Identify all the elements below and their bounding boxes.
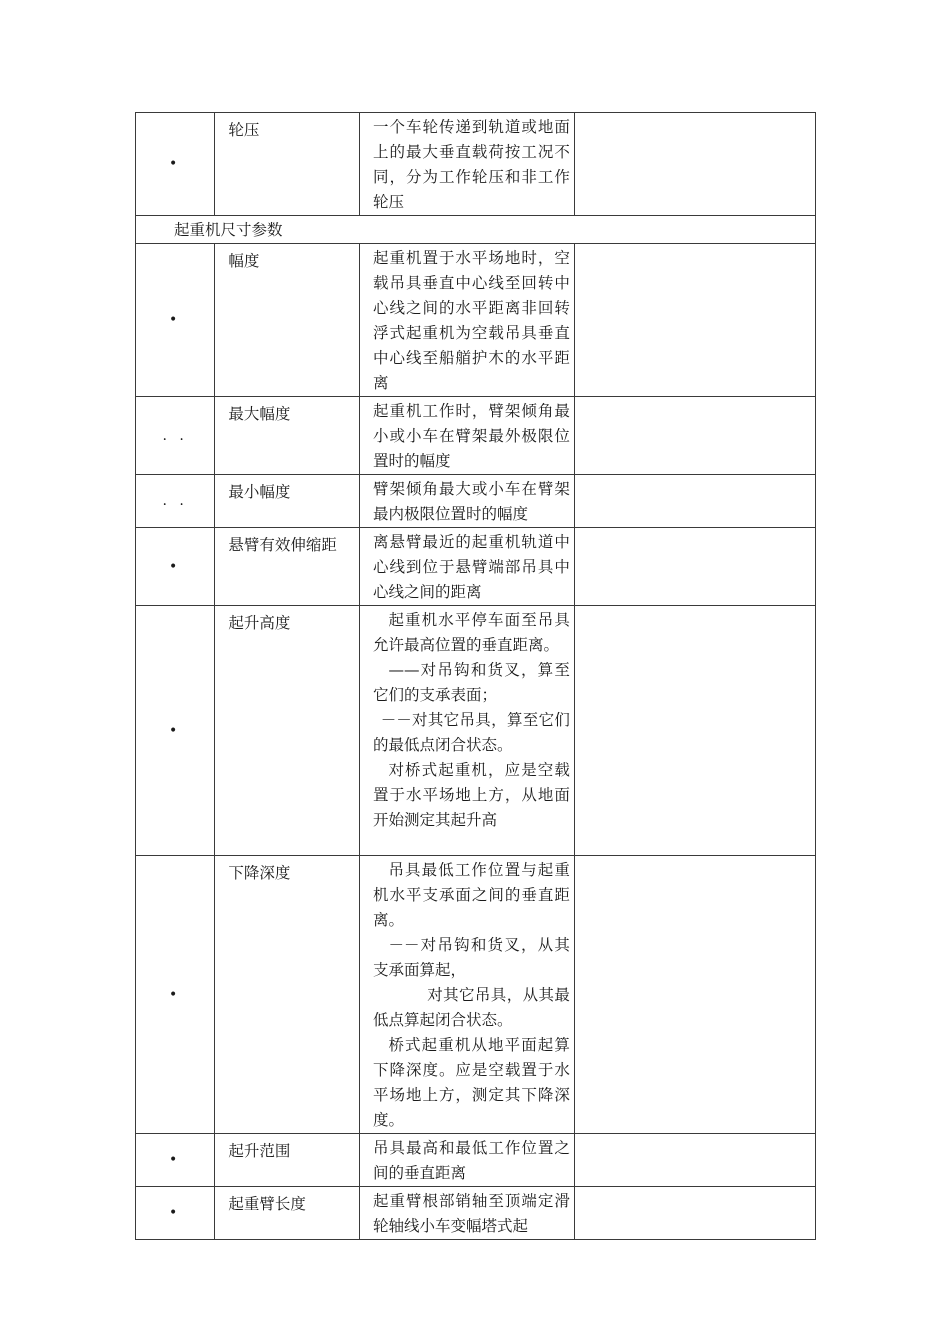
term-cell: 起重臂长度 (215, 1187, 360, 1240)
table-row (136, 856, 816, 1134)
section-heading: 起重机尺寸参数 (136, 216, 816, 244)
definition-paragraph: 对其它吊具，从其最低点算起闭合状态。 (372, 986, 570, 1029)
definition-paragraph: ——对吊钩和货叉，算至它们的支承表面； (372, 661, 570, 704)
term-cell: 悬臂有效伸缩距 (215, 528, 360, 606)
definition-paragraph: 吊具最高和最低工作位置之间的垂直距离 (372, 1139, 570, 1182)
section-row (136, 216, 816, 244)
term-cell: 最小幅度 (215, 475, 360, 528)
term-cell: 轮压 (215, 113, 360, 216)
note-cell (574, 1187, 815, 1240)
term-cell: 最大幅度 (215, 397, 360, 475)
row-bullet: • (136, 606, 215, 856)
table-row (136, 528, 816, 606)
definition-cell (359, 606, 574, 856)
term-cell: 幅度 (215, 244, 360, 397)
note-cell (574, 856, 815, 1134)
definition-paragraph: 臂架倾角最大或小车在臂架最内极限位置时的幅度 (372, 480, 570, 523)
definition-paragraph: －－对其它吊具，算至它们的最低点闭合状态。 (372, 711, 570, 754)
definition-paragraph: －－对吊钩和货叉，从其支承面算起， (372, 936, 570, 979)
definition-cell (359, 1187, 574, 1240)
table-row (136, 1187, 816, 1240)
note-cell (574, 1134, 815, 1187)
note-cell (574, 606, 815, 856)
row-bullet: . . (136, 397, 215, 475)
row-bullet: • (136, 1134, 215, 1187)
definition-paragraph: 起重机置于水平场地时，空载吊具垂直中心线至回转中心线之间的水平距离非回转浮式起重机为空载吊具垂直中心线至船艏护木的水平距离 (372, 249, 570, 392)
definition-cell (359, 856, 574, 1134)
note-cell (574, 113, 815, 216)
table-row (136, 1134, 816, 1187)
note-cell (574, 397, 815, 475)
definition-paragraph: 起重臂根部销轴至顶端定滑轮轴线小车变幅塔式起 (372, 1192, 570, 1235)
table-row (136, 113, 816, 216)
row-bullet: • (136, 528, 215, 606)
definition-paragraph: 离悬臂最近的起重机轨道中心线到位于悬臂端部吊具中心线之间的距离 (372, 533, 570, 601)
definition-paragraph: 桥式起重机从地平面起算下降深度。应是空载置于水平场地上方，测定其下降深度。 (372, 1036, 570, 1129)
definition-cell (359, 528, 574, 606)
parameter-table (135, 112, 816, 1240)
definition-cell (359, 244, 574, 397)
row-bullet: . . (136, 475, 215, 528)
term-cell: 起升高度 (215, 606, 360, 856)
note-cell (574, 475, 815, 528)
definition-paragraph: 起重机工作时，臂架倾角最小或小车在臂架最外极限位置时的幅度 (372, 402, 570, 470)
row-bullet: • (136, 113, 215, 216)
definition-paragraph: 一个车轮传递到轨道或地面上的最大垂直载荷按工况不同，分为工作轮压和非工作轮压 (372, 118, 570, 211)
definition-paragraph: 起重机水平停车面至吊具允许最高位置的垂直距离。 (372, 611, 570, 654)
table-row (136, 475, 816, 528)
definition-paragraph: 对桥式起重机，应是空载置于水平场地上方，从地面开始测定其起升高 (372, 761, 570, 829)
definition-cell (359, 397, 574, 475)
note-cell (574, 528, 815, 606)
definition-paragraph: 吊具最低工作位置与起重机水平支承面之间的垂直距离。 (372, 861, 570, 929)
definition-cell (359, 1134, 574, 1187)
term-cell: 起升范围 (215, 1134, 360, 1187)
note-cell (574, 244, 815, 397)
row-bullet: • (136, 856, 215, 1134)
table-row (136, 244, 816, 397)
table-row (136, 606, 816, 856)
row-bullet: • (136, 244, 215, 397)
term-cell: 下降深度 (215, 856, 360, 1134)
table-row (136, 397, 816, 475)
definition-cell (359, 475, 574, 528)
row-bullet: • (136, 1187, 215, 1240)
definition-cell (359, 113, 574, 216)
